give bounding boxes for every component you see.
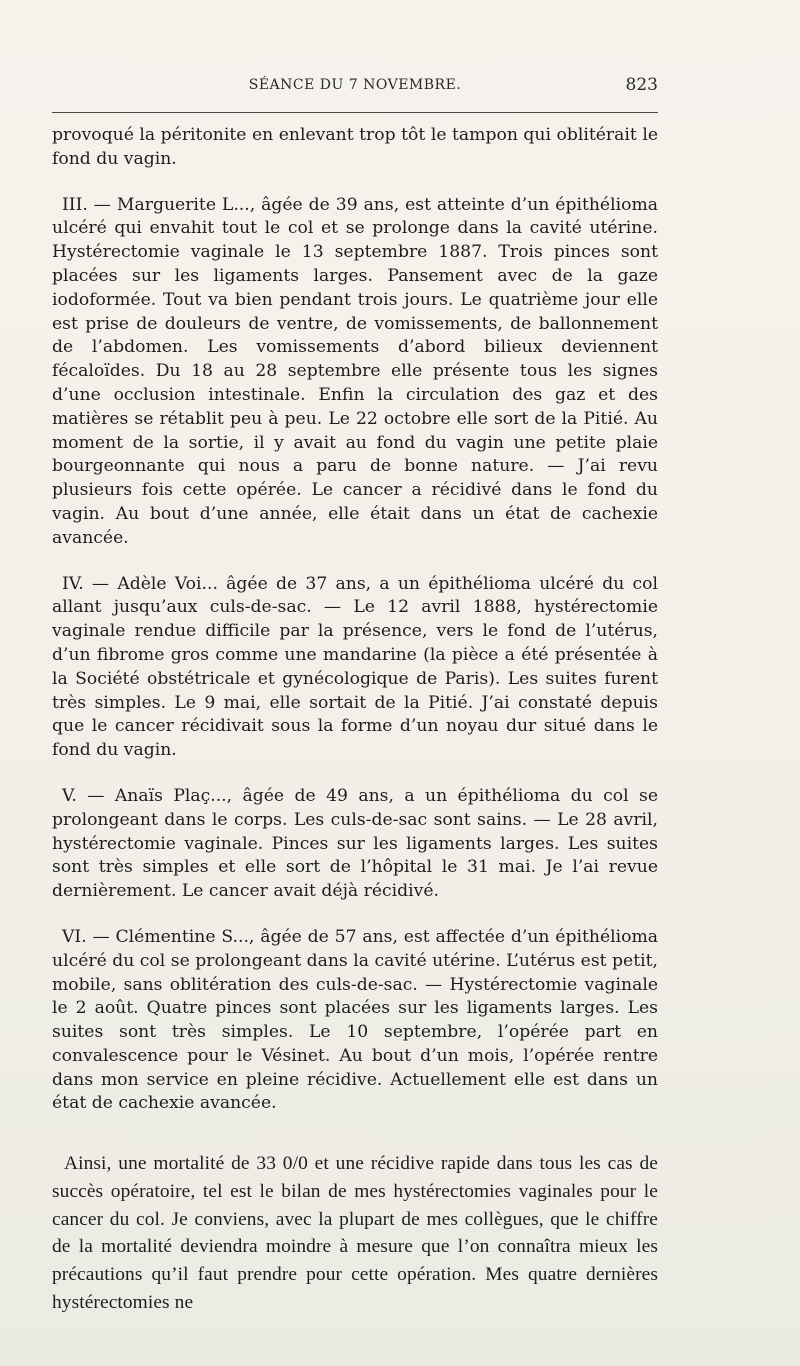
- body-text: [52, 124, 658, 1317]
- running-title: SÉANCE DU 7 NOVEMBRE.: [248, 77, 462, 93]
- case-iii-paragraph: III. — Marguerite L..., âgée de 39 ans, est atteinte d’un épithélioma ulcéré qui envahit tout le col et se prolonge dans la cavité utérine. Hystérectomie vaginale le 13 septembre 1887. Trois pinces sont placées sur les ligaments larges. Pansement avec de la gaze iodoformée. Tout va bien pendant trois jours. Le quatrième jour elle est prise de douleurs de ventre, de vomissements, de ballonnement de l’abdomen. Les vomissements d’abord bilieux deviennent fécaloïdes. Du 18 au 28 septembre elle présente tous les signes d’une occlusion intestinale. Enfin la circulation des gaz et des matières se rétablit peu à peu. Le 22 octobre elle sort de la Pitié. Au moment de la sortie, il y avait au fond du vagin une petite plaie bourgeonnante qui nous a paru de bonne nature. — J’ai revu plusieurs fois cette opérée. Le cancer a récidivé dans le fond du vagin. Au bout d’une année, elle était dans un état de cachexie avancée.: [52, 194, 658, 548]
- continued-paragraph: provoqué la péritonite en enlevant trop tôt le tampon qui oblitérait le fond du vagin.: [52, 125, 658, 169]
- paragraph-gap: [52, 904, 658, 926]
- conclusion-paragraph: Ainsi, une mortalité de 33 0/0 et une récidive rapide dans tous les cas de succès opératoire, tel est le bilan de mes hystérectomies vaginales pour le cancer du col. Je conviens, avec la plupart de mes collègues, que le chiffre de la mortalité deviendra moindre à mesure que l’on connaîtra mieux les précautions qu’il faut prendre pour cette opération. Mes quatre dernières hystérectomies ne: [52, 1153, 658, 1313]
- header-rule: [52, 112, 658, 113]
- paragraph-gap: [52, 551, 658, 573]
- case-iv-paragraph: IV. — Adèle Voi... âgée de 37 ans, a un épithélioma ulcéré du col allant jusqu’aux culs-de-sac. — Le 12 avril 1888, hystérectomie vaginale rendue difficile par la présence, vers le fond de l’utérus, d’un fibrome gros comme une mandarine (la pièce a été présentée à la Société obstétricale et gynécologique de Paris). Les suites furent très simples. Le 9 mai, elle sortait de la Pitié. J’ai constaté depuis que le cancer récidivait sous la forme d’un noyau dur situé dans le fond du vagin.: [52, 573, 658, 761]
- case-v-paragraph: V. — Anaïs Plaç..., âgée de 49 ans, a un épithélioma du col se prolongeant dans le corps. Les culs-de-sac sont sains. — Le 28 avril, hystérectomie vaginale. Pinces sur les ligaments larges. Les suites sont très simples et elle sort de l’hôpital le 31 mai. Je l’ai revue dernièrement. Le cancer avait déjà récidivé.: [52, 785, 658, 902]
- page-number: 823: [625, 75, 658, 95]
- paragraph-gap: [52, 763, 658, 785]
- paragraph-gap: [52, 172, 658, 194]
- case-vi-paragraph: VI. — Clémentine S..., âgée de 57 ans, est affectée d’un épithélioma ulcéré du col se prolongeant dans la cavité utérine. L’utérus est petit, mobile, sans oblitération des culs-de-sac. — Hystérectomie vaginale le 2 août. Quatre pinces sont placées sur les ligaments larges. Les suites sont très simples. Le 10 septembre, l’opérée part en convalescence pour le Vésinet. Au bout d’un mois, l’opérée rentre dans mon service en pleine récidive. Actuellement elle est dans un état de cachexie avancée.: [52, 926, 658, 1114]
- page-header: [52, 77, 658, 99]
- section-gap: [52, 1116, 658, 1150]
